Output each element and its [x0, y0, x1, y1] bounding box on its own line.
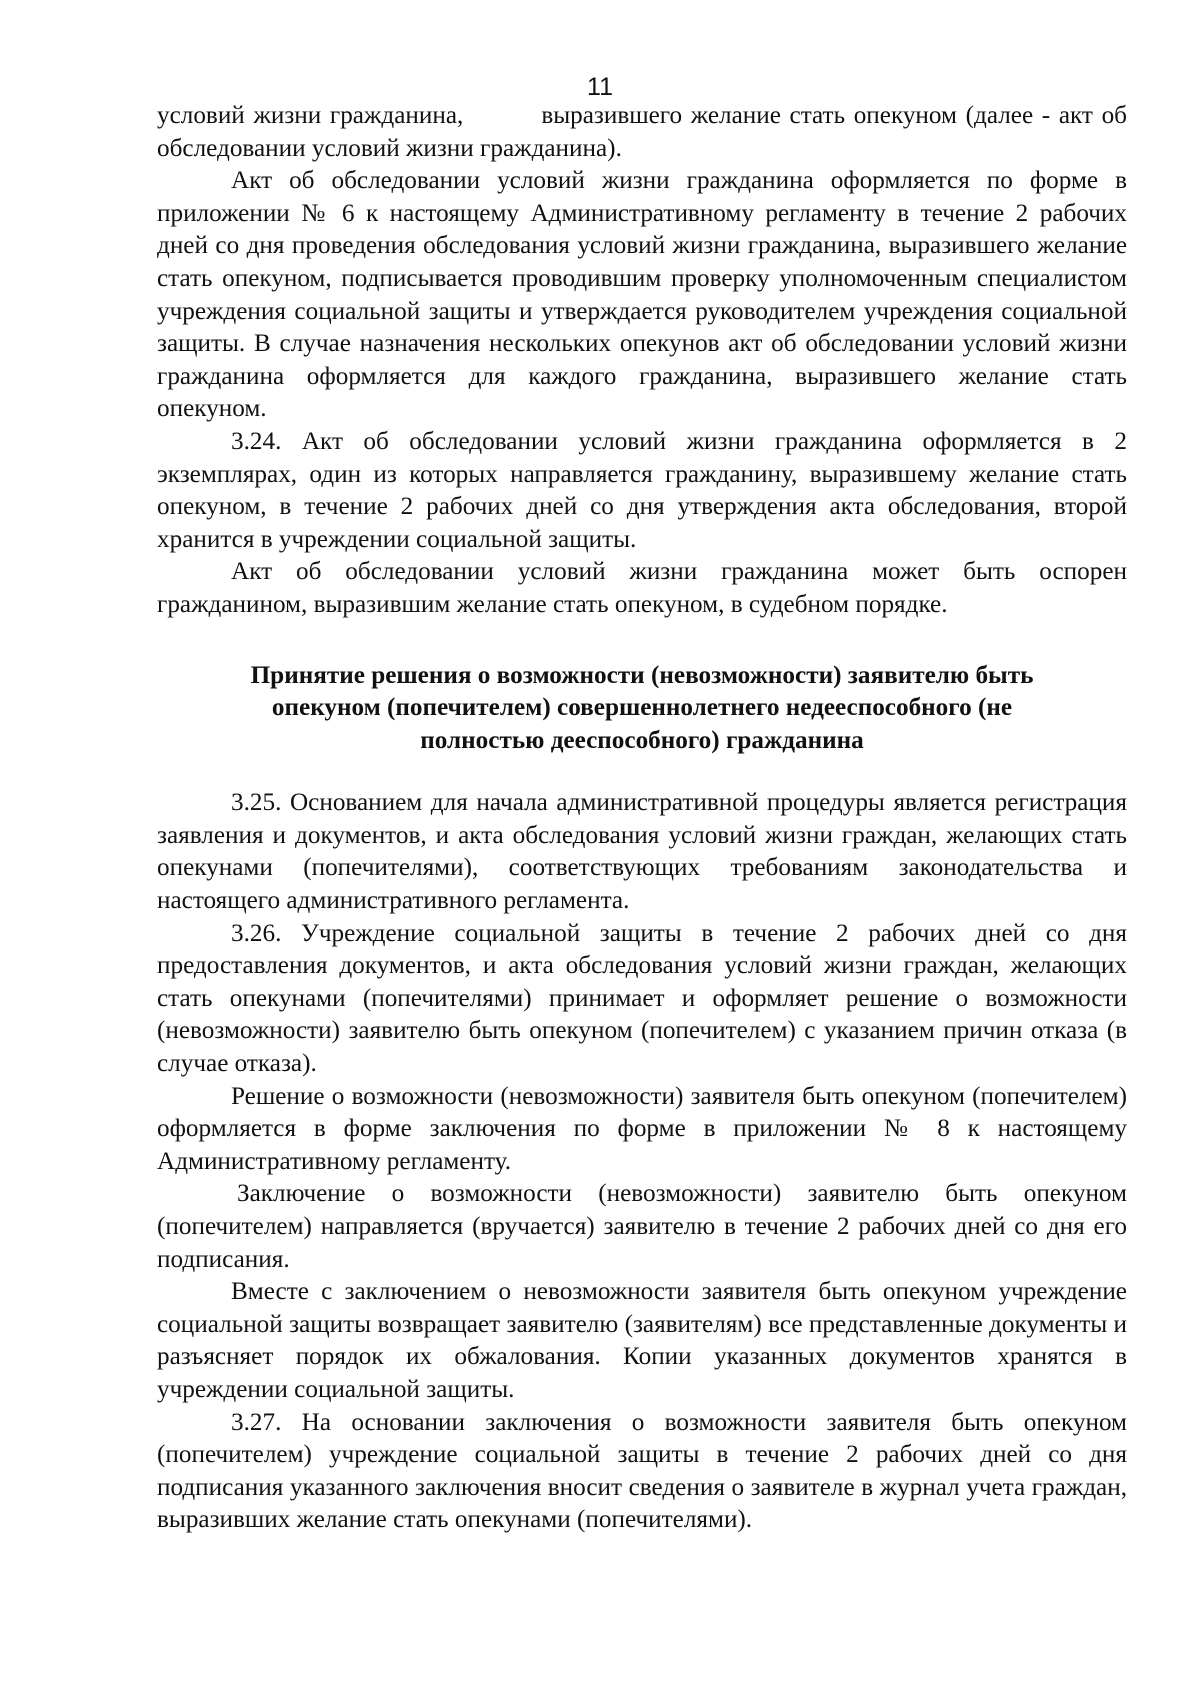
- paragraph: 3.26. Учреждение социальной защиты в течение 2 рабочих дней со дня предоставления документов, и акта обследования условий жизни граждан, желающих стать опекунами (попечителями) принимает и оформляет решение о возможности (невозможности) заявителю быть опекуном (попечителем) с указанием причин отказа (в случае отказа).: [157, 919, 1127, 1078]
- continuation-start: условий жизни гражданина,: [157, 102, 464, 129]
- section-heading-line: опекуном (попечителем) совершеннолетнего недееспособного (не: [271, 694, 1013, 722]
- section-heading-line: Принятие решения о возможности (невозможности) заявителю быть: [250, 661, 1034, 689]
- paragraph: 3.27. На основании заключения о возможности заявителя быть опекуном (попечителем) учреждение социальной защиты в течение 2 рабочих дней со дня подписания указанного заключения вносит сведения о заявителе в журнал учета граждан, выразивших желание стать опекунами (попечителями).: [157, 1408, 1127, 1534]
- section-heading: [157, 660, 1127, 758]
- paragraph: 3.24. Акт об обследовании условий жизни гражданина оформляется в 2 экземплярах, один из которых направляется гражданину, выразившему желание стать опекуном, в течение 2 рабочих дней со дня утверждения акта обследования, второй хранится в учреждении социальной защиты.: [157, 427, 1127, 553]
- paragraph: 3.25. Основанием для начала административной процедуры является регистрация заявления и документов, и акта обследования условий жизни граждан, желающих стать опекунами (попечителями), соответствующих требованиям законодательства и настоящего административного регламента.: [157, 789, 1127, 915]
- paragraph: Акт об обследовании условий жизни гражданина может быть оспорен гражданином, выразившим желание стать опекуном, в судебном порядке.: [157, 558, 1127, 618]
- paragraph: Акт об обследовании условий жизни гражданина оформляется по форме в приложении № 6 к настоящему Административному регламенту в течение 2 рабочих дней со дня проведения обследования условий жизни гражданина, выразившего желание стать опекуном, подписывается проводившим проверку уполномоченным специалистом учреждения социальной защиты и утверждается руководителем учреждения социальной защиты. В случае назначения нескольких опекунов акт об обследовании условий жизни гражданина оформляется для каждого гражданина, выразившего желание стать опекуном.: [157, 167, 1127, 423]
- page-number: 11: [587, 73, 613, 101]
- continuation-end: выразившего желание стать опекуном (далее - акт об обследовании условий жизни гражданина).: [157, 102, 1127, 162]
- paragraph: Заключение о возможности (невозможности) заявителю быть опекуном (попечителем) направляется (вручается) заявителю в течение 2 рабочих дней со дня его подписания.: [157, 1180, 1127, 1273]
- section-heading-line: полностью дееспособного) гражданина: [420, 726, 864, 754]
- paragraph: Решение о возможности (невозможности) заявителя быть опекуном (попечителем) оформляется в форме заключения по форме в приложении № 8 к настоящему Административному регламенту.: [157, 1082, 1127, 1175]
- document-body: [157, 100, 1127, 1537]
- paragraph: Вместе с заключением о невозможности заявителя быть опекуном учреждение социальной защиты возвращает заявителю (заявителям) все представленные документы и разъясняет порядок их обжалования. Копии указанных документов хранятся в учреждении социальной защиты.: [157, 1278, 1127, 1403]
- paragraph-continuation: [157, 100, 1127, 165]
